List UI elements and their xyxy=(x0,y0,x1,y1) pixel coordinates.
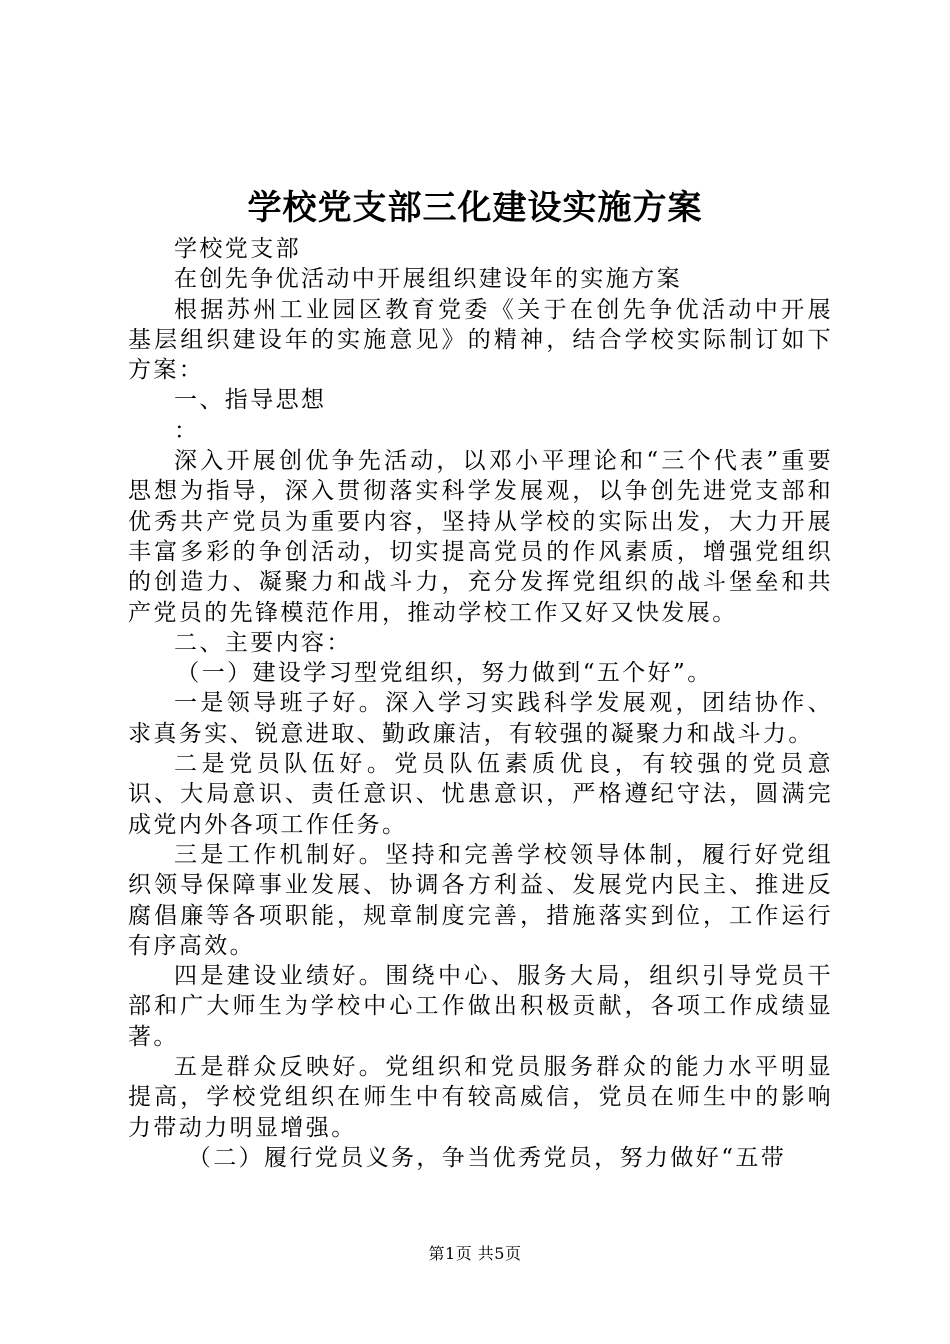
paragraph-colon: ： xyxy=(174,417,200,444)
paragraph-guiding-content: 深入开展创优争先活动，以邓小平理论和“三个代表”重要思想为指导，深入贯彻落实科学发展观，以争创先进党支部和优秀共产党员为重要内容，坚持从学校的实际出发，大力开展丰富多彩的争创活动，切实提高党员的作风素质，增强党组织的创造力、凝聚力和战斗力，充分发挥党组织的战斗堡垒和共产党员的先锋模范作用，推动学校工作又好又快发展。 xyxy=(128,448,833,626)
paragraph-subtitle: 在创先争优活动中开展组织建设年的实施方案 xyxy=(174,266,682,293)
page-number: 第1页 共5页 xyxy=(428,1244,522,1263)
subheading-member-duty: （二）履行党员义务，争当优秀党员，努力做好“五带 xyxy=(187,1144,787,1171)
paragraph-item-1: 一是领导班子好。深入学习实践科学发展观，团结协作、求真务实、锐意进取、勤政廉洁，有较强的凝聚力和战斗力。 xyxy=(128,690,833,747)
paragraph-intro: 根据苏州工业园区教育党委《关于在创先争优活动中开展基层组织建设年的实施意见》的精神，结合学校实际制订如下方案： xyxy=(128,296,833,384)
paragraph-item-3: 三是工作机制好。坚持和完善学校领导体制，履行好党组织领导保障事业发展、协调各方利益、发展党内民主、推进反腐倡廉等各项职能，规章制度完善，措施落实到位，工作运行有序高效。 xyxy=(128,841,833,959)
subheading-learning-org: （一）建设学习型党组织，努力做到“五个好”。 xyxy=(176,660,713,687)
paragraph-item-5: 五是群众反映好。党组织和党员服务群众的能力水平明显提高，学校党组织在师生中有较高威信，党员在师生中的影响力带动力明显增强。 xyxy=(128,1054,833,1141)
paragraph-item-2: 二是党员队伍好。党员队伍素质优良，有较强的党员意识、大局意识、责任意识、忧患意识，严格遵纪守法，圆满完成党内外各项工作任务。 xyxy=(128,751,833,838)
heading-main-content: 二、主要内容： xyxy=(174,629,352,656)
heading-guiding-thought: 一、指导思想 xyxy=(174,387,327,414)
paragraph-org-name: 学校党支部 xyxy=(174,236,301,262)
document-body xyxy=(128,234,833,1173)
paragraph-item-4: 四是建设业绩好。围绕中心、服务大局，组织引导党员干部和广大师生为学校中心工作做出积极贡献，各项工作成绩显著。 xyxy=(128,963,833,1050)
document-title: 学校党支部三化建设实施方案 xyxy=(247,188,703,228)
